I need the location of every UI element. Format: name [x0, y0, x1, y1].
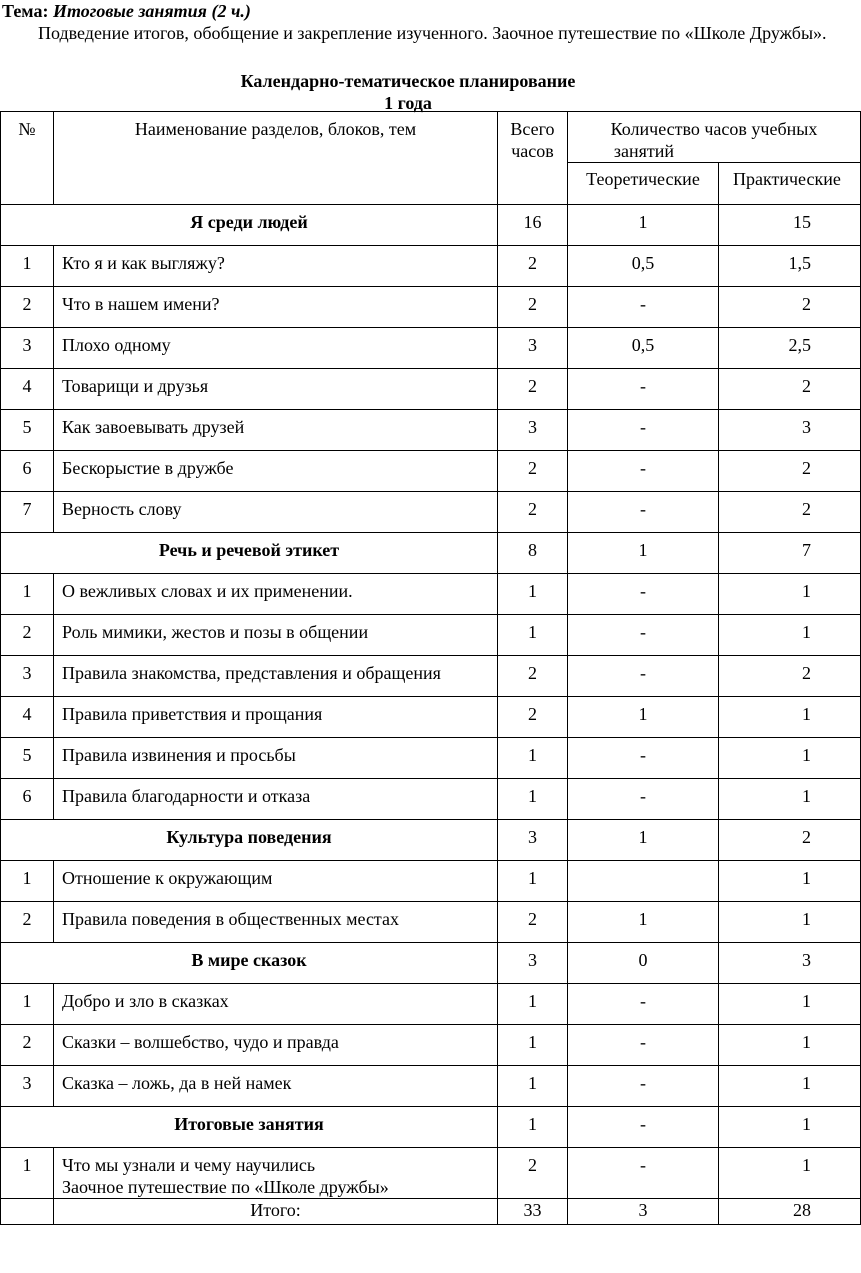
table-row [1, 369, 861, 410]
row-num: 5 [1, 410, 54, 451]
row-theoretical: - [568, 656, 719, 697]
practical-value: 2,5 [788, 335, 811, 355]
row-theoretical: - [568, 369, 719, 410]
row-theoretical: 0,5 [568, 328, 719, 369]
section-total: 8 [498, 533, 568, 574]
row-name-text: Правила поведения в общественных местах [62, 909, 400, 929]
row-num: 6 [1, 779, 54, 820]
practical-value: 3 [802, 417, 811, 437]
cell-practical [719, 1066, 861, 1107]
row-name-text: Добро и зло в сказках [62, 991, 229, 1011]
header-hours [568, 112, 861, 163]
section-total: 1 [498, 1107, 568, 1148]
section-row [1, 533, 861, 574]
section-title: В мире сказок [1, 943, 498, 984]
section-theoretical: - [568, 1107, 719, 1148]
section-total: 16 [498, 205, 568, 246]
table-row [1, 738, 861, 779]
cell-practical [719, 984, 861, 1025]
row-num: 4 [1, 697, 54, 738]
row-theoretical: - [568, 492, 719, 533]
header-num: № [1, 112, 54, 205]
table-row [1, 779, 861, 820]
table-row [1, 656, 861, 697]
plan-year: 1 года [384, 93, 432, 113]
row-total: 1 [498, 861, 568, 902]
section-row [1, 820, 861, 861]
practical-value: 2 [802, 663, 811, 683]
row-name-text: Правила знакомства, представления и обращения [62, 663, 441, 683]
row-theoretical: 0,5 [568, 246, 719, 287]
row-total: 3 [498, 328, 568, 369]
cell-practical [719, 1148, 861, 1199]
row-theoretical: - [568, 779, 719, 820]
section-theoretical: 0 [568, 943, 719, 984]
practical-value: 1 [802, 745, 811, 765]
header-hours-line1: Количество часов учебных [610, 119, 818, 139]
row-num: 1 [1, 574, 54, 615]
row-theoretical: - [568, 615, 719, 656]
row-num: 1 [1, 861, 54, 902]
table-row [1, 410, 861, 451]
table-row [1, 492, 861, 533]
row-name [54, 861, 498, 902]
section-theoretical: 1 [568, 533, 719, 574]
row-total: 2 [498, 697, 568, 738]
cell-practical [719, 1107, 861, 1148]
row-name [54, 1148, 498, 1199]
row-name-text: Сказки – волшебство, чудо и правда [62, 1032, 339, 1052]
row-total: 1 [498, 1066, 568, 1107]
row-theoretical: - [568, 1148, 719, 1199]
cell-practical [719, 820, 861, 861]
table-row [1, 1148, 861, 1199]
row-name-text: Правила благодарности и отказа [62, 786, 311, 806]
row-theoretical: - [568, 1025, 719, 1066]
row-total: 2 [498, 902, 568, 943]
row-theoretical: - [568, 574, 719, 615]
row-name-text-2: Заочное путешествие по «Школе дружбы» [62, 1177, 389, 1197]
cell-practical [719, 1025, 861, 1066]
row-name-text: Отношение к окружающим [62, 868, 273, 888]
practical-value: 1,5 [788, 253, 811, 273]
cell-practical [719, 246, 861, 287]
row-theoretical: 1 [568, 902, 719, 943]
practical-value: 7 [802, 540, 811, 560]
table-row [1, 902, 861, 943]
practical-value: 1 [802, 1032, 811, 1052]
cell-practical [719, 943, 861, 984]
section-title: Я среди людей [1, 205, 498, 246]
totals-label: Итого: [54, 1199, 498, 1225]
row-name-text: Роль мимики, жестов и позы в общении [62, 622, 369, 642]
row-name [54, 697, 498, 738]
practical-value: 1 [802, 909, 811, 929]
header-name: Наименование разделов, блоков, тем [54, 112, 498, 205]
practical-value: 1 [802, 786, 811, 806]
row-num: 1 [1, 246, 54, 287]
row-num: 3 [1, 328, 54, 369]
row-theoretical: - [568, 738, 719, 779]
cell-practical [719, 492, 861, 533]
cell-practical [719, 574, 861, 615]
table-row [1, 1025, 861, 1066]
row-name-text: Бескорыстие в дружбе [62, 458, 234, 478]
row-theoretical: - [568, 451, 719, 492]
header-practical: Практические [719, 163, 861, 205]
section-title: Речь и речевой этикет [1, 533, 498, 574]
row-total: 2 [498, 451, 568, 492]
header-theoretical: Теоретические [568, 163, 719, 205]
row-name [54, 574, 498, 615]
row-total: 3 [498, 410, 568, 451]
row-theoretical: - [568, 410, 719, 451]
practical-value: 1 [802, 991, 811, 1011]
section-total: 3 [498, 820, 568, 861]
totals-num [1, 1199, 54, 1225]
row-theoretical: - [568, 1066, 719, 1107]
practical-value: 1 [802, 622, 811, 642]
practical-value: 2 [802, 458, 811, 478]
practical-value: 28 [793, 1200, 811, 1220]
row-theoretical: - [568, 287, 719, 328]
row-name [54, 656, 498, 697]
cell-practical [719, 738, 861, 779]
cell-practical [719, 369, 861, 410]
header-total-line2: часов [511, 141, 554, 161]
row-name [54, 1066, 498, 1107]
row-name [54, 984, 498, 1025]
cell-practical [719, 902, 861, 943]
header-row [1, 112, 861, 163]
row-total: 1 [498, 984, 568, 1025]
row-name-text: Как завоевывать друзей [62, 417, 245, 437]
section-row [1, 943, 861, 984]
row-name [54, 902, 498, 943]
row-num: 2 [1, 1025, 54, 1066]
practical-value: 1 [802, 581, 811, 601]
row-num: 3 [1, 656, 54, 697]
cell-practical [719, 861, 861, 902]
table-row [1, 574, 861, 615]
table-row [1, 697, 861, 738]
cell-practical [719, 451, 861, 492]
row-name-text: Сказка – ложь, да в ней намек [62, 1073, 292, 1093]
row-total: 2 [498, 287, 568, 328]
table-row [1, 984, 861, 1025]
row-total: 1 [498, 574, 568, 615]
row-name [54, 779, 498, 820]
table-row [1, 1066, 861, 1107]
cell-practical [719, 410, 861, 451]
header-total-line1: Всего [510, 119, 555, 139]
row-name-text: Верность слову [62, 499, 182, 519]
section-total: 3 [498, 943, 568, 984]
section-theoretical: 1 [568, 205, 719, 246]
row-name-text: Плохо одному [62, 335, 171, 355]
plan-table [0, 111, 861, 1225]
totals-theoretical: 3 [568, 1199, 719, 1225]
row-total: 1 [498, 1025, 568, 1066]
row-num: 1 [1, 1148, 54, 1199]
totals-total: 33 [498, 1199, 568, 1225]
table-row [1, 451, 861, 492]
row-name [54, 328, 498, 369]
practical-value: 2 [802, 376, 811, 396]
row-name-text: Товарищи и друзья [62, 376, 209, 396]
row-name [54, 1025, 498, 1066]
practical-value: 1 [802, 1155, 811, 1175]
row-name [54, 738, 498, 779]
row-name-text: Правила приветствия и прощания [62, 704, 323, 724]
row-num: 1 [1, 984, 54, 1025]
practical-value: 1 [802, 1073, 811, 1093]
row-name-text: Что в нашем имени? [62, 294, 220, 314]
plan-heading: Календарно-тематическое планирование [240, 71, 576, 91]
topic-line [2, 0, 251, 22]
practical-value: 15 [793, 212, 811, 232]
cell-practical [719, 697, 861, 738]
practical-value: 2 [802, 294, 811, 314]
row-theoretical [568, 861, 719, 902]
cell-practical [719, 533, 861, 574]
table-row [1, 615, 861, 656]
cell-practical [719, 1199, 861, 1225]
row-num: 6 [1, 451, 54, 492]
cell-practical [719, 656, 861, 697]
topic-title: Итоговые занятия (2 ч.) [52, 1, 251, 21]
table-row [1, 861, 861, 902]
practical-value: 2 [802, 827, 811, 847]
row-total: 2 [498, 1148, 568, 1199]
row-num: 7 [1, 492, 54, 533]
practical-value: 3 [802, 950, 811, 970]
topic-label: Тема: [2, 1, 49, 21]
row-name-text: Кто я и как выгляжу? [62, 253, 225, 273]
row-name-text: Что мы узнали и чему научились [62, 1155, 316, 1175]
row-total: 2 [498, 656, 568, 697]
practical-value: 1 [802, 704, 811, 724]
section-row [1, 1107, 861, 1148]
table-row [1, 328, 861, 369]
table-row [1, 246, 861, 287]
row-name [54, 410, 498, 451]
table-row [1, 287, 861, 328]
cell-practical [719, 615, 861, 656]
cell-practical [719, 205, 861, 246]
row-total: 1 [498, 615, 568, 656]
row-name [54, 451, 498, 492]
practical-value: 1 [802, 868, 811, 888]
totals-row [1, 1199, 861, 1225]
row-name-text: Правила извинения и просьбы [62, 745, 296, 765]
row-total: 2 [498, 246, 568, 287]
row-total: 2 [498, 492, 568, 533]
row-name [54, 369, 498, 410]
row-num: 4 [1, 369, 54, 410]
practical-value: 1 [802, 1114, 811, 1134]
row-name [54, 246, 498, 287]
description: Подведение итогов, обобщение и закрепление изученного. Заочное путешествие по «Школе Дружбы». [38, 23, 827, 43]
section-title: Итоговые занятия [1, 1107, 498, 1148]
row-num: 2 [1, 615, 54, 656]
row-num: 3 [1, 1066, 54, 1107]
row-theoretical: - [568, 984, 719, 1025]
cell-practical [719, 779, 861, 820]
section-theoretical: 1 [568, 820, 719, 861]
row-total: 1 [498, 779, 568, 820]
section-row [1, 205, 861, 246]
practical-value: 2 [802, 499, 811, 519]
row-name [54, 492, 498, 533]
cell-practical [719, 328, 861, 369]
row-num: 2 [1, 287, 54, 328]
row-name [54, 615, 498, 656]
row-num: 5 [1, 738, 54, 779]
row-theoretical: 1 [568, 697, 719, 738]
row-total: 2 [498, 369, 568, 410]
section-title: Культура поведения [1, 820, 498, 861]
row-total: 1 [498, 738, 568, 779]
row-num: 2 [1, 902, 54, 943]
row-name-text: О вежливых словах и их применении. [62, 581, 353, 601]
row-name [54, 287, 498, 328]
cell-practical [719, 287, 861, 328]
header-hours-line2: занятий [613, 141, 675, 161]
